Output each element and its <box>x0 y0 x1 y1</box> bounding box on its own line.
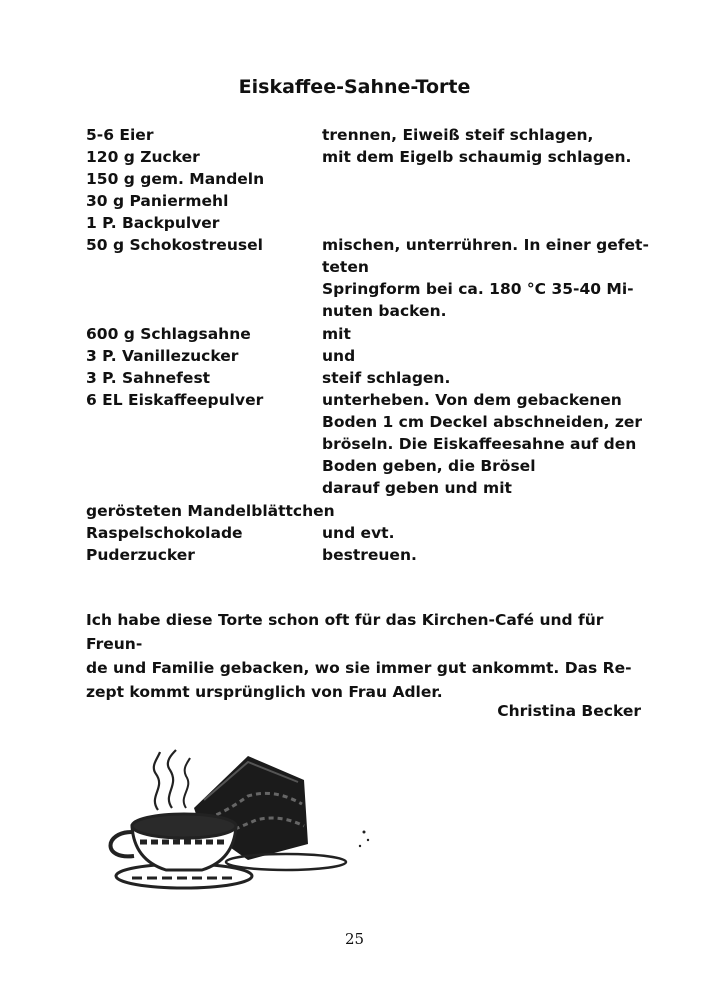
step-line: darauf geben und mit <box>322 479 512 497</box>
ingredient-eggs: 5-6 Eier <box>86 126 154 144</box>
ingredient-breadcrumbs: 30 g Paniermehl <box>86 192 229 210</box>
ingredient-cream-stiffener: 3 P. Sahnefest <box>86 369 211 387</box>
ingredient-almond-flakes: gerösteten Mandelblättchen <box>86 502 335 520</box>
step-line: unterheben. Von dem gebackenen <box>322 391 622 409</box>
ingredient-chocolate-sprinkles: 50 g Schokostreusel <box>86 236 263 254</box>
step-line: teten <box>322 258 369 276</box>
note-line: de und Familie gebacken, wo sie immer gut ankommt. Das Re- <box>86 659 632 677</box>
ingredient-iced-coffee-powder: 6 EL Eiskaffeepulver <box>86 391 264 409</box>
step-line: trennen, Eiweiß steif schlagen, <box>322 126 594 144</box>
ingredient-grated-chocolate: Raspelschokolade <box>86 524 243 542</box>
page-number: 25 <box>344 930 365 948</box>
step-line: bröseln. Die Eiskaffeesahne auf den <box>322 435 637 453</box>
ingredient-powdered-sugar: Puderzucker <box>86 546 195 564</box>
author-note <box>86 608 646 704</box>
ingredient-baking-powder: 1 P. Backpulver <box>86 214 220 232</box>
step-line: und evt. <box>322 524 395 542</box>
author-name: Christina Becker <box>497 702 641 720</box>
step-line: mit <box>322 325 351 343</box>
step-line: nuten backen. <box>322 302 447 320</box>
step-line: Springform bei ca. 180 °C 35-40 Mi- <box>322 280 634 298</box>
step-line: Boden 1 cm Deckel abschneiden, zer <box>322 413 643 431</box>
ingredient-whipping-cream: 600 g Schlagsahne <box>86 325 251 343</box>
note-line: zept kommt ursprünglich von Frau Adler. <box>86 683 443 701</box>
coffee-cup-and-cake-icon <box>98 748 378 898</box>
step-line: mischen, unterrühren. In einer gefet- <box>322 236 649 254</box>
step-line: mit dem Eigelb schaumig schlagen. <box>322 148 632 166</box>
step-line: bestreuen. <box>322 546 417 564</box>
recipe-title: Eiskaffee-Sahne-Torte <box>238 76 471 98</box>
ingredient-vanilla-sugar: 3 P. Vanillezucker <box>86 347 239 365</box>
step-line: steif schlagen. <box>322 369 451 387</box>
ingredient-almonds: 150 g gem. Mandeln <box>86 170 265 188</box>
step-line: Boden geben, die Brösel <box>322 457 536 475</box>
step-line: und <box>322 347 356 365</box>
ingredient-sugar: 120 g Zucker <box>86 148 200 166</box>
note-line: Ich habe diese Torte schon oft für das Kirchen-Café und für Freun- <box>86 611 604 653</box>
